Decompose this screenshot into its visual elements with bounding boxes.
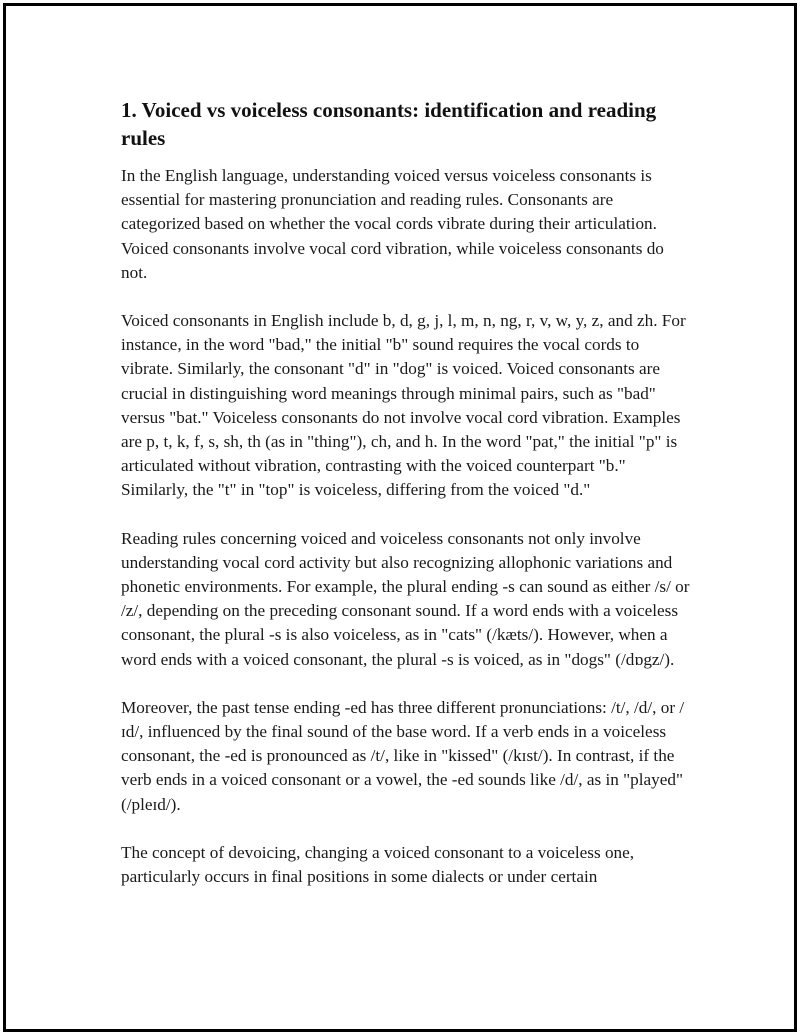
paragraph-devoicing: The concept of devoicing, changing a voiced consonant to a voiceless one, particularly occurs in final positions in some dialects or under certain bbox=[121, 842, 635, 887]
section-heading: 1. Voiced vs voiceless consonants: identification and reading rules bbox=[121, 98, 657, 150]
page-frame bbox=[3, 3, 797, 1032]
paragraph-past-tense-ed-rule: Moreover, the past tense ending -ed has three different pronunciations: /t/, /d/, or /ɪd/, influenced by the final sound of the base word. If a verb ends in a voiceless consonant, the -ed is pronounced as /t/, like in "kissed" (/kɪst/). In contrast, if the verb ends in a voiced consonant or a vowel, the -ed sounds like /d/, as in "played" (/pleɪd/). bbox=[121, 697, 685, 814]
paragraph-plural-s-rule: Reading rules concerning voiced and voiceless consonants not only involve understanding vocal cord activity but also recognizing allophonic variations and phonetic environments. For example, the plural ending -s can sound as either /s/ or /z/, depending on the preceding consonant sound. If a word ends with a voiceless consonant, the plural -s is also voiceless, as in "cats" (/kæts/). However, when a word ends with a voiced consonant, the plural -s is voiced, as in "dogs" (/dɒgz/). bbox=[121, 528, 690, 669]
paragraph-intro: In the English language, understanding voiced versus voiceless consonants is essential for mastering pronunciation and reading rules. Consonants are categorized based on whether the vocal cords vibrate during their articulation. Voiced consonants involve vocal cord vibration, while voiceless consonants do not. bbox=[121, 166, 664, 282]
document-body bbox=[121, 96, 691, 913]
paragraph-voiced-voiceless-examples: Voiced consonants in English include b, d, g, j, l, m, n, ng, r, v, w, y, z, and zh. For instance, in the word "bad," the initial "b" sound requires the vocal cords to vibrate. Similarly, the consonant "d" in "dog" is voiced. Voiced consonants are crucial in distinguishing word meanings through minimal pairs, such as "bad" versus "bat." Voiceless consonants do not involve vocal cord vibration. Examples are p, t, k, f, s, sh, th (as in "thing"), ch, and h. In the word "pat," the initial "p" is articulated without vibration, contrasting with the voiced counterpart "b." Similarly, the "t" in "top" is voiceless, differing from the voiced "d." bbox=[121, 311, 686, 500]
